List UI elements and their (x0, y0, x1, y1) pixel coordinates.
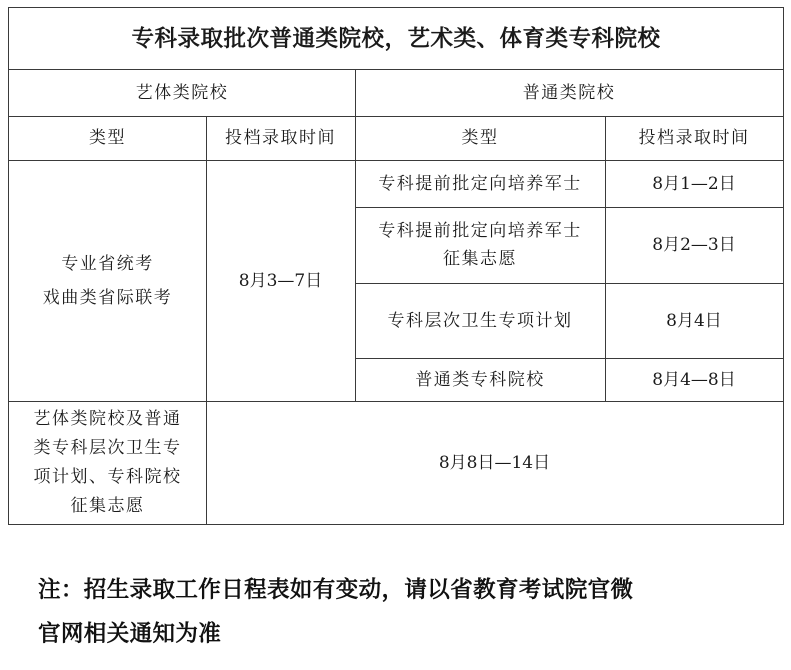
column-header-general-type: 类型 (461, 128, 499, 148)
combined-row-type: 艺体类院校及普通 类专科层次卫生专 项计划、专科院校 征集志愿 (33, 408, 182, 516)
art-exam-type: 专业省统考 戏曲类省际联考 (42, 253, 173, 308)
column-header-art-type: 类型 (89, 128, 126, 148)
general-row-1-type: 专科提前批定向培养军士 (378, 173, 582, 194)
section-general: 普通类院校 (522, 82, 616, 103)
general-row-4-type: 普通类专科院校 (415, 369, 545, 390)
table-title: 专科录取批次普通类院校，艺术类、体育类专科院校 (131, 25, 661, 52)
general-row-4-time: 8月4—8日 (652, 369, 736, 390)
general-row-2-time: 8月2—3日 (652, 235, 736, 255)
footnote-line-1: 注：招生录取工作日程表如有变动，请以省教育考试院官微 (38, 577, 634, 603)
schedule-table (8, 7, 784, 525)
general-row-1-time: 8月1—2日 (652, 173, 736, 194)
column-header-art-time: 投档录取时间 (225, 128, 336, 148)
general-row-3-time: 8月4日 (666, 310, 722, 331)
section-art-sports: 艺体类院校 (135, 82, 229, 103)
art-exam-time: 8月3—7日 (238, 270, 323, 291)
general-row-3-type: 专科层次卫生专项计划 (387, 310, 573, 331)
footnote-line-2: 官网相关通知为准 (38, 621, 222, 647)
footnote (38, 568, 768, 656)
combined-row-time: 8月8日—14日 (438, 452, 551, 473)
general-row-2-type: 专科提前批定向培养军士 征集志愿 (378, 221, 582, 269)
column-header-general-time: 投档录取时间 (638, 128, 750, 148)
